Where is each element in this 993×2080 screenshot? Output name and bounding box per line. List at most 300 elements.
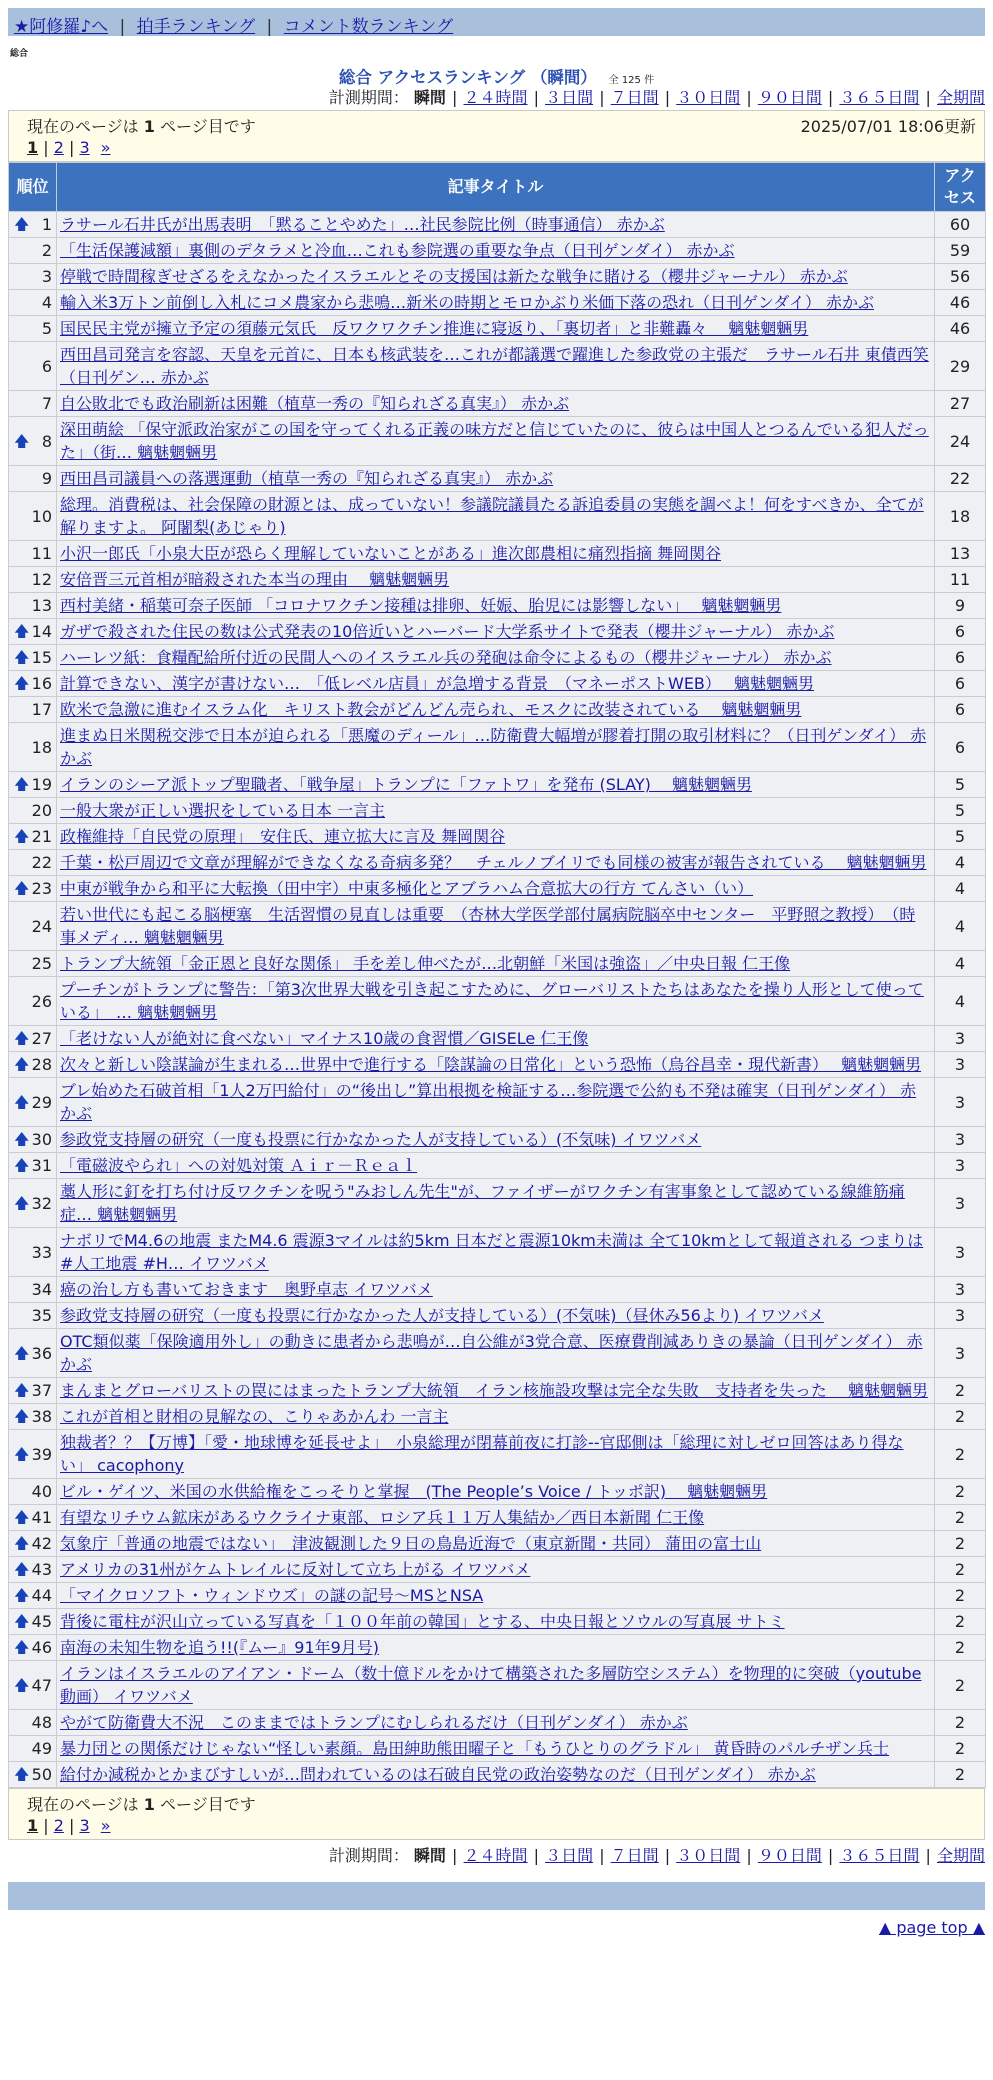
rank-cell — [9, 1635, 57, 1661]
rank-cell — [9, 1736, 57, 1762]
access-count: 2 — [935, 1710, 986, 1736]
article-title-link[interactable]: やがて防衛費大不況 このままではトランプにむしられるだけ（日刊ゲンダイ） 赤かぶ — [60, 1713, 688, 1732]
period-link[interactable]: ２４時間 — [463, 1846, 528, 1865]
access-count: 6 — [935, 645, 986, 671]
title-cell — [57, 1430, 935, 1479]
title-cell — [57, 977, 935, 1026]
rank-cell — [9, 671, 57, 697]
rank-number: 41 — [31, 1508, 52, 1527]
table-row — [9, 1153, 986, 1179]
pager-separator: | — [38, 138, 54, 157]
pager-next-link[interactable]: » — [100, 138, 111, 157]
arrow-up-icon: 🡅 — [14, 1612, 30, 1630]
table-row — [9, 1228, 986, 1277]
article-title-link[interactable]: OTC類似薬「保険適用外し」の動きに患者から悲鳴が…自公維が3党合意、医療費削減ありきの暴論（日刊ゲンダイ） 赤かぶ — [60, 1332, 923, 1374]
rank-cell — [9, 1153, 57, 1179]
access-count: 4 — [935, 951, 986, 977]
table-row — [9, 619, 986, 645]
article-title-link[interactable]: 「老けない人が絶対に食べない」マイナス10歳の食習慣／GISELe 仁王像 — [60, 1029, 589, 1048]
period-link[interactable]: ３６５日間 — [839, 1846, 920, 1865]
article-title-link[interactable]: 国民民主党が擁立予定の須藤元気氏 反ワクワクチン推進に寝返り、「裏切者」と非難轟々 魑魅魍魎男 — [60, 319, 809, 338]
period-current: 瞬間 — [413, 1846, 446, 1865]
access-count: 3 — [935, 1329, 986, 1378]
arrow-up-icon: 🡅 — [14, 1381, 30, 1399]
page-info — [27, 114, 256, 137]
article-title-link[interactable]: 欧米で急激に進むイスラム化 キリスト教会がどんどん売られ、モスクに改装されている 魑魅魍魎男 — [60, 700, 802, 719]
article-title-link[interactable]: 西田昌司発言を容認、天皇を元首に、日本も核武装を…これが都議選で躍進した参政党の主張だ ラサール石井 東債西笑（日刊ゲン… 赤かぶ — [60, 345, 929, 387]
title-cell — [57, 212, 935, 238]
page-top-wrap — [0, 1918, 993, 1937]
rank-number: 28 — [31, 1055, 52, 1074]
access-column-header: アクセス — [935, 163, 986, 212]
rank-cell — [9, 1609, 57, 1635]
page-info-suffix: ページ目です — [160, 117, 256, 136]
access-count: 4 — [935, 902, 986, 951]
section-label: 総合 — [10, 49, 29, 59]
rank-cell — [9, 1378, 57, 1404]
table-row — [9, 1026, 986, 1052]
period-link[interactable]: ３日間 — [545, 88, 594, 107]
rank-number: 49 — [31, 1739, 52, 1758]
article-title-link[interactable]: ビル・ゲイツ、米国の水供給権をこっそりと掌握 (The People’s Voice / トッポ訳) 魑魅魍魎男 — [60, 1482, 768, 1501]
article-title-link[interactable]: 「マイクロソフト・ウィンドウズ」の謎の記号〜MSとNSA — [60, 1586, 484, 1605]
article-title-link[interactable]: ハーレツ紙：食糧配給所付近の民間人へのイスラエル兵の発砲は命令によるもの（櫻井ジャーナル） 赤かぶ — [60, 648, 832, 667]
title-cell — [57, 342, 935, 391]
period-selector-bottom — [0, 1844, 993, 1868]
access-count: 3 — [935, 1228, 986, 1277]
title-cell — [57, 619, 935, 645]
page-info-prefix: 現在のページは — [27, 117, 139, 136]
article-title-link[interactable]: 安倍晋三元首相が暗殺された本当の理由 魑魅魍魎男 — [60, 570, 450, 589]
table-row — [9, 1609, 986, 1635]
rank-number: 34 — [31, 1280, 52, 1299]
period-link[interactable]: ７日間 — [610, 88, 659, 107]
table-row — [9, 466, 986, 492]
title-cell — [57, 264, 935, 290]
article-title-link[interactable]: 参政党支持層の研究（一度も投票に行かなかった人が支持している）(不気味) イワツバメ — [60, 1130, 702, 1149]
access-count: 5 — [935, 798, 986, 824]
pager-page-link[interactable]: 2 — [53, 138, 64, 157]
arrow-up-icon: 🡅 — [14, 879, 30, 897]
rank-number: 18 — [31, 737, 52, 757]
article-title-link[interactable]: 暴力団との関係だけじゃない“怪しい素顔。島田紳助熊田曜子と「もうひとりのグラドル」 黄昏時のパルチザン兵士 — [60, 1739, 890, 1758]
access-count: 3 — [935, 1153, 986, 1179]
pager-next-link[interactable]: » — [100, 1816, 111, 1835]
rank-cell — [9, 1430, 57, 1479]
rank-number: 14 — [31, 622, 52, 641]
period-link[interactable]: ７日間 — [610, 1846, 659, 1865]
table-row — [9, 902, 986, 951]
bottom-bar — [8, 1882, 985, 1910]
article-title-link[interactable]: ナボリでM4.6の地震 またM4.6 震源3マイルは約5km 日本だと震源10km未満は 全て10kmとして報道される つまりは #人工地震 #H… イワツバメ — [60, 1231, 924, 1273]
period-separator: | — [920, 1846, 936, 1865]
table-row — [9, 1404, 986, 1430]
title-cell — [57, 1329, 935, 1378]
arrow-up-icon: 🡅 — [14, 215, 30, 233]
access-count: 3 — [935, 1052, 986, 1078]
rank-cell — [9, 492, 57, 541]
rank-number: 13 — [31, 596, 52, 615]
access-count: 4 — [935, 850, 986, 876]
table-row — [9, 798, 986, 824]
rank-number: 11 — [31, 544, 52, 563]
access-count: 13 — [935, 541, 986, 567]
rank-cell — [9, 290, 57, 316]
article-title-link[interactable]: 中東が戦争から和平に大転換（田中宇）中東多極化とアブラハム合意拡大の行方 てんさい（い） — [60, 879, 754, 898]
rank-cell — [9, 1078, 57, 1127]
article-title-link[interactable]: 千葉・松戸周辺で文章が理解ができなくなる奇病多発？ チェルノブイリでも同様の被害が報告されている 魑魅魍魎男 — [60, 853, 927, 872]
arrow-up-icon: 🡅 — [14, 1055, 30, 1073]
period-separator: | — [659, 1846, 676, 1865]
article-title-link[interactable]: 深田萌絵 「保守派政治家がこの国を守ってくれる正義の味方だと信じていたのに、彼らは中国人とつるんでいる犯人だった」（街… 魑魅魍魎男 — [60, 420, 929, 462]
period-link[interactable]: 全期間 — [936, 1846, 985, 1865]
title-cell — [57, 1179, 935, 1228]
access-count: 2 — [935, 1762, 986, 1788]
title-cell — [57, 593, 935, 619]
pager-spacer — [90, 138, 95, 157]
article-title-link[interactable]: ガザで殺された住民の数は公式発表の10倍近いとハーバード大学系サイトで発表（櫻井ジャーナル） 赤かぶ — [60, 622, 835, 641]
table-row — [9, 723, 986, 772]
rank-cell — [9, 850, 57, 876]
arrow-up-icon: 🡅 — [14, 1029, 30, 1047]
table-row — [9, 593, 986, 619]
access-count: 6 — [935, 619, 986, 645]
rank-number: 31 — [31, 1156, 52, 1175]
access-count: 60 — [935, 212, 986, 238]
title-cell — [57, 645, 935, 671]
title-cell — [57, 238, 935, 264]
rank-number: 29 — [31, 1092, 52, 1112]
article-title-link[interactable]: 「生活保護減額」裏側のデタラメと冷血…これも参院選の重要な争点（日刊ゲンダイ） 赤かぶ — [60, 241, 735, 260]
page-info-number: 1 — [143, 117, 155, 136]
rank-cell — [9, 316, 57, 342]
rank-cell — [9, 1127, 57, 1153]
page-info-prefix: 現在のページは — [27, 1795, 139, 1814]
table-row — [9, 977, 986, 1026]
page-info-number: 1 — [143, 1795, 155, 1814]
title-cell — [57, 290, 935, 316]
article-title-link[interactable]: 政権維持「自民党の原理」 安住氏、連立拡大に言及 舞岡関谷 — [60, 827, 506, 846]
rank-cell — [9, 466, 57, 492]
rank-cell — [9, 541, 57, 567]
arrow-up-icon: 🡅 — [14, 648, 30, 666]
ranking-table — [8, 162, 986, 1788]
arrow-up-icon: 🡅 — [14, 674, 30, 692]
arrow-up-icon: 🡅 — [14, 1407, 30, 1425]
title-cell — [57, 723, 935, 772]
table-row — [9, 316, 986, 342]
access-count: 2 — [935, 1661, 986, 1710]
pager-page-link[interactable]: 2 — [53, 1816, 64, 1835]
table-row — [9, 1557, 986, 1583]
access-count: 6 — [935, 671, 986, 697]
title-cell — [57, 1127, 935, 1153]
pager-spacer — [90, 1816, 95, 1835]
article-title-link[interactable]: 総理。消費税は、社会保障の財源とは、成っていない！参議院議員たる訴追委員の実態を調べよ！何をすべきか、全てが解りますよ。 阿闍梨(あじゃり) — [60, 495, 924, 537]
rank-cell — [9, 593, 57, 619]
period-link[interactable]: ３０日間 — [676, 1846, 741, 1865]
rank-cell — [9, 951, 57, 977]
table-row — [9, 951, 986, 977]
title-cell — [57, 798, 935, 824]
article-title-link[interactable]: 独裁者？？【万博】「愛・地球博を延長せよ」 小泉総理が閉幕前夜に打診--官邸側は「総理に対しゼロ回答はあり得ない」 cacophony — [60, 1433, 904, 1475]
title-cell — [57, 1557, 935, 1583]
article-title-link[interactable]: トランプ大統領「金正恩と良好な関係」 手を差し伸べたが…北朝鮮「米国は強盗」／中央日報 仁王像 — [60, 954, 791, 973]
article-title-link[interactable]: 進まぬ日米関税交渉で日本が迫られる「悪魔のディール」…防衛費大幅増が膠着打開の取引材料に？（日刊ゲンダイ） 赤かぶ — [60, 726, 927, 768]
arrow-up-icon: 🡅 — [14, 1156, 30, 1174]
rank-cell — [9, 1277, 57, 1303]
period-link[interactable]: ３日間 — [545, 1846, 594, 1865]
access-count: 5 — [935, 772, 986, 798]
access-count: 6 — [935, 723, 986, 772]
article-title-link[interactable]: 一般大衆が正しい選択をしている日本 一言主 — [60, 801, 386, 820]
article-title-link[interactable]: 自公敗北でも政治刷新は困難（植草一秀の『知られざる真実』） 赤かぶ — [60, 394, 570, 413]
access-count: 4 — [935, 977, 986, 1026]
pager-bottom — [27, 1816, 111, 1835]
period-separator: | — [594, 1846, 610, 1865]
access-count: 4 — [935, 876, 986, 902]
rank-number: 26 — [31, 991, 52, 1011]
rank-cell — [9, 876, 57, 902]
table-row — [9, 1179, 986, 1228]
title-cell — [57, 1635, 935, 1661]
title-cell — [57, 1762, 935, 1788]
title-cell — [57, 1153, 935, 1179]
access-count: 3 — [935, 1303, 986, 1329]
access-count: 2 — [935, 1609, 986, 1635]
article-title-link[interactable]: 気象庁「普通の地震ではない」 津波観測した９日の鳥島近海で（東京新聞・共同） 蒲田の富士山 — [60, 1534, 762, 1553]
rank-number: 12 — [31, 570, 52, 589]
period-link[interactable]: ２４時間 — [463, 88, 528, 107]
article-title-link[interactable]: 次々と新しい陰謀論が生まれる…世界中で進行する「陰謀論の日常化」という恐怖（烏谷昌幸・現代新書） 魑魅魍魎男 — [60, 1055, 922, 1074]
title-cell — [57, 1078, 935, 1127]
title-cell — [57, 772, 935, 798]
article-title-link[interactable]: 若い世代にも起こる脳梗塞 生活習慣の見直しは重要 （杏林大学医学部付属病院脳卒中センター 平野照之教授） （時事メディ… 魑魅魍魎男 — [60, 905, 916, 947]
rank-number: 17 — [31, 700, 52, 719]
rank-number: 45 — [31, 1612, 52, 1631]
title-cell — [57, 316, 935, 342]
title-cell — [57, 1531, 935, 1557]
title-cell — [57, 1710, 935, 1736]
table-row — [9, 417, 986, 466]
rank-cell — [9, 645, 57, 671]
article-title-link[interactable]: 参政党支持層の研究（一度も投票に行かなかった人が支持している）(不気味)（昼休み56より) イワツバメ — [60, 1306, 824, 1325]
arrow-up-icon: 🡅 — [14, 1193, 30, 1212]
access-count: 2 — [935, 1505, 986, 1531]
rank-cell — [9, 1710, 57, 1736]
arrow-up-icon: 🡅 — [14, 1638, 30, 1656]
rank-cell — [9, 1404, 57, 1430]
table-row — [9, 212, 986, 238]
title-cell — [57, 824, 935, 850]
article-title-link[interactable]: 藁人形に釘を打ち付け反ワクチンを呪う"みおしん先生"が、ファイザーがワクチン有害事象として認めている線維筋痛症… 魑魅魍魎男 — [60, 1182, 905, 1224]
access-count: 2 — [935, 1635, 986, 1661]
article-title-link[interactable]: 西田昌司議員への落選運動（植草一秀の『知られざる真実』） 赤かぶ — [60, 469, 554, 488]
page-title — [0, 64, 993, 86]
access-count: 2 — [935, 1531, 986, 1557]
rank-cell — [9, 824, 57, 850]
top-nav-bar — [8, 8, 985, 36]
access-count: 46 — [935, 290, 986, 316]
access-count: 29 — [935, 342, 986, 391]
rank-number: 47 — [31, 1675, 52, 1695]
rank-number: 10 — [31, 506, 52, 526]
rank-number: 37 — [31, 1381, 52, 1400]
rank-cell — [9, 1661, 57, 1710]
title-cell — [57, 466, 935, 492]
article-title-link[interactable]: ラサール石井氏が出馬表明 「黙ることやめた」…社民参院比例（時事通信） 赤かぶ — [60, 215, 665, 234]
article-title-link[interactable]: これが首相と財相の見解なの、こりゃあかんわ 一言主 — [60, 1407, 449, 1426]
table-row — [9, 1661, 986, 1710]
table-row — [9, 1329, 986, 1378]
rank-number: 36 — [31, 1343, 52, 1363]
rank-cell — [9, 1505, 57, 1531]
access-count: 2 — [935, 1557, 986, 1583]
title-cell — [57, 951, 935, 977]
arrow-up-icon: 🡅 — [14, 1534, 30, 1552]
title-cell — [57, 671, 935, 697]
period-separator: | — [822, 88, 839, 107]
access-count: 27 — [935, 391, 986, 417]
rank-number: 39 — [31, 1444, 52, 1464]
pager-page-link[interactable]: 3 — [79, 138, 90, 157]
period-separator: | — [594, 88, 610, 107]
article-title-link[interactable]: 停戦で時間稼ぎせざるをえなかったイスラエルとその支援国は新たな戦争に賭ける（櫻井ジャーナル） 赤かぶ — [60, 267, 848, 286]
arrow-up-icon: 🡅 — [14, 1508, 30, 1526]
rank-number: 1 — [41, 215, 52, 234]
article-title-link[interactable]: 有望なリチウム鉱床があるウクライナ東部、ロシア兵１１万人集結か／西日本新聞 仁王像 — [60, 1508, 705, 1527]
page-title-text: 総合 アクセスランキング （瞬間） — [338, 68, 597, 87]
arrow-up-icon: 🡅 — [14, 431, 30, 450]
period-separator: | — [659, 88, 676, 107]
clap-ranking-link[interactable]: 拍手ランキング — [136, 17, 256, 37]
table-row — [9, 1505, 986, 1531]
page-info-box-bottom — [8, 1788, 985, 1840]
article-title-link[interactable]: イランのシーア派トップ聖職者、「戦争屋」トランプに「ファトワ」を発布 (SLAY) 魑魅魍魎男 — [60, 775, 752, 794]
rank-cell — [9, 1531, 57, 1557]
page-top-link[interactable]: ▲ page top ▲ — [878, 1918, 985, 1937]
pager-separator: | — [63, 138, 80, 157]
rank-number: 6 — [41, 356, 52, 376]
title-cell — [57, 1052, 935, 1078]
rank-number: 2 — [41, 241, 52, 260]
arrow-up-icon: 🡅 — [14, 622, 30, 640]
access-count: 18 — [935, 492, 986, 541]
table-row — [9, 1378, 986, 1404]
period-links — [451, 1846, 985, 1865]
table-row — [9, 1430, 986, 1479]
access-count: 24 — [935, 417, 986, 466]
arrow-up-icon: 🡅 — [14, 1130, 30, 1148]
article-title-link[interactable]: 背後に電柱が沢山立っている写真を「１００年前の韓国」とする、中央日報とソウルの写真展 サトミ — [60, 1612, 785, 1631]
rank-number: 35 — [31, 1306, 52, 1325]
period-label: 計測期間： — [328, 88, 409, 107]
pager-separator: | — [63, 1816, 80, 1835]
rank-cell — [9, 772, 57, 798]
nav-separator: | — [266, 17, 273, 37]
table-row — [9, 1277, 986, 1303]
period-link[interactable]: ３６５日間 — [839, 88, 920, 107]
pager-current-page[interactable]: 1 — [27, 1816, 39, 1835]
period-link[interactable]: ９０日間 — [757, 88, 822, 107]
period-link[interactable]: ９０日間 — [757, 1846, 822, 1865]
comment-ranking-link[interactable]: コメント数ランキング — [283, 17, 454, 37]
arrow-up-icon: 🡅 — [14, 1675, 30, 1694]
arrow-up-icon: 🡅 — [14, 1765, 30, 1783]
table-row — [9, 1127, 986, 1153]
rank-cell — [9, 417, 57, 466]
rank-column-header: 順位 — [9, 163, 57, 212]
rank-number: 42 — [31, 1534, 52, 1553]
title-cell — [57, 492, 935, 541]
article-title-link[interactable]: プーチンがトランプに警告：「第3次世界大戦を引き起こすために、グローバリストたちはあなたを操り人形として使っている」 … 魑魅魍魎男 — [60, 980, 924, 1022]
article-title-link[interactable]: まんまとグローバリストの罠にはまったトランプ大統領 イラン核施設攻撃は完全な失敗 支持者を失った 魑魅魍魎男 — [60, 1381, 928, 1400]
pager-separator: | — [38, 1816, 54, 1835]
article-title-link[interactable]: 計算できない、漢字が書けない… 「低レベル店員」が急増する背景 （マネーポストWEB） 魑魅魍魎男 — [60, 674, 814, 693]
access-count: 6 — [935, 697, 986, 723]
table-row — [9, 238, 986, 264]
table-row — [9, 391, 986, 417]
period-label: 計測期間： — [328, 1846, 409, 1865]
pager-current-page[interactable]: 1 — [27, 138, 39, 157]
period-current: 瞬間 — [413, 88, 446, 107]
article-title-link[interactable]: イランはイスラエルのアイアン・ドーム（数十億ドルをかけて構築された多層防空システム）を物理的に突破（youtube動画） イワツバメ — [60, 1664, 922, 1706]
rank-cell — [9, 567, 57, 593]
access-count: 59 — [935, 238, 986, 264]
title-cell — [57, 1026, 935, 1052]
rank-cell — [9, 697, 57, 723]
title-cell — [57, 417, 935, 466]
article-title-link[interactable]: 小沢一郎氏「小泉大臣が恐らく理解していないことがある」進次郎農相に痛烈指摘 舞岡関谷 — [60, 544, 722, 563]
access-count: 56 — [935, 264, 986, 290]
article-title-link[interactable]: ブレ始めた石破首相「1人2万円給付」の“後出し”算出根拠を検証する…参院選で公約も不発は確実（日刊ゲンダイ） 赤かぶ — [60, 1081, 917, 1123]
period-link[interactable]: ３０日間 — [676, 88, 741, 107]
rank-number: 32 — [31, 1193, 52, 1213]
article-title-link[interactable]: 西村美緒・稲葉可奈子医師 「コロナワクチン接種は排卵、妊娠、胎児には影響しない」 魑魅魍魎男 — [60, 596, 782, 615]
title-cell — [57, 1303, 935, 1329]
article-title-link[interactable]: 癌の治し方も書いておきます 奥野卓志 イワツバメ — [60, 1280, 433, 1299]
rank-cell — [9, 1762, 57, 1788]
rank-number: 19 — [31, 775, 52, 794]
rank-cell — [9, 1179, 57, 1228]
pager-top — [27, 138, 111, 157]
article-title-link[interactable]: 輸入米3万トン前倒し入札にコメ農家から悲鳴…新米の時期とモロかぶり米価下落の恐れ（日刊ゲンダイ） 赤かぶ — [60, 293, 874, 312]
article-title-link[interactable]: 「電磁波やられ」への対処対策 Ａｉｒ－Ｒｅａｌ — [60, 1156, 418, 1175]
table-row — [9, 1303, 986, 1329]
pager-page-link[interactable]: 3 — [79, 1816, 90, 1835]
period-separator: | — [452, 88, 463, 107]
table-row — [9, 342, 986, 391]
access-count: 3 — [935, 1026, 986, 1052]
period-link[interactable]: 全期間 — [936, 88, 985, 107]
article-title-link[interactable]: 給付か減税かとかまびすしいが…問われているのは石破自民党の政治姿勢なのだ（日刊ゲンダイ） 赤かぶ — [60, 1765, 816, 1784]
home-link[interactable]: ★阿修羅♪へ — [14, 17, 109, 37]
table-row — [9, 541, 986, 567]
title-cell — [57, 876, 935, 902]
period-separator: | — [822, 1846, 839, 1865]
article-title-link[interactable]: アメリカの31州がケムトレイルに反対して立ち上がる イワツバメ — [60, 1560, 531, 1579]
article-title-link[interactable]: 南海の未知生物を追う!!(『ムー』91年9月号) — [60, 1638, 380, 1657]
table-row — [9, 1583, 986, 1609]
access-count: 5 — [935, 824, 986, 850]
title-cell — [57, 1661, 935, 1710]
total-count: 全 125 件 — [608, 75, 655, 86]
rank-number: 22 — [31, 853, 52, 872]
rank-cell — [9, 1026, 57, 1052]
access-count: 3 — [935, 1179, 986, 1228]
period-links — [451, 88, 985, 107]
period-separator: | — [452, 1846, 463, 1865]
